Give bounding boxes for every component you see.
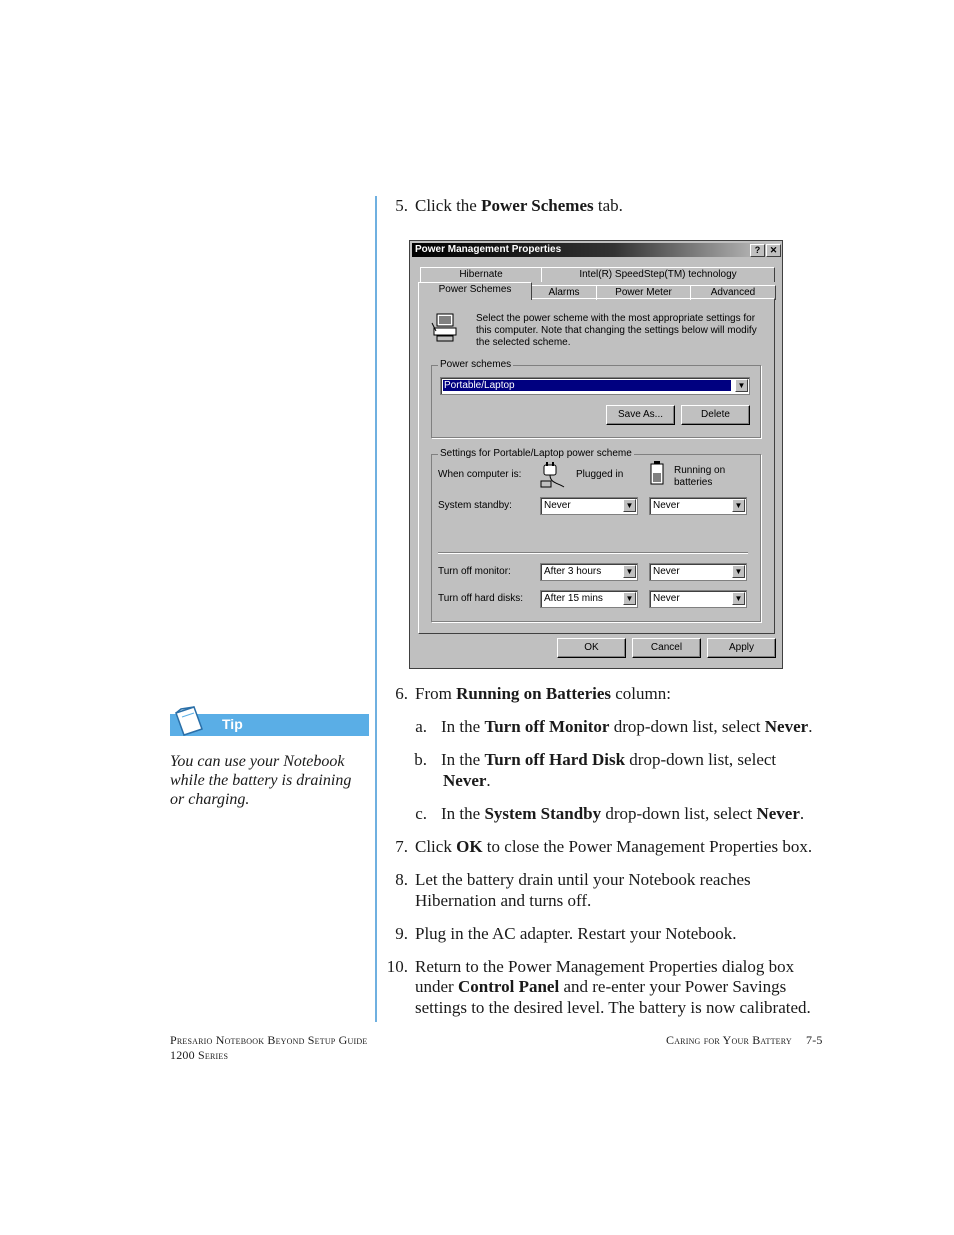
footer-left-title: Presario Notebook Beyond Setup Guide — [170, 1033, 368, 1047]
tab-speedstep[interactable]: Intel(R) SpeedStep(TM) technology — [541, 267, 775, 282]
turn-off-hard-disks-label: Turn off hard disks: — [438, 593, 524, 604]
chevron-down-icon[interactable]: ▼ — [732, 592, 745, 605]
settings-group-label: Settings for Portable/Laptop power scheme — [440, 448, 632, 459]
disks-battery-select[interactable]: Never ▼ — [649, 590, 747, 608]
power-schemes-group — [431, 359, 761, 438]
scheme-selected-value: Portable/Laptop — [443, 380, 731, 391]
footer-left-series: 1200 Series — [170, 1048, 229, 1062]
when-computer-label: When computer is: — [438, 469, 522, 480]
monitor-plugged-select[interactable]: After 3 hours ▼ — [540, 563, 638, 581]
turn-off-monitor-label: Turn off monitor: — [438, 566, 511, 577]
chevron-down-icon[interactable]: ▼ — [623, 592, 636, 605]
tab-power-meter[interactable]: Power Meter — [596, 285, 691, 300]
power-management-dialog — [409, 240, 783, 669]
chevron-down-icon[interactable]: ▼ — [623, 565, 636, 578]
plug-icon — [538, 461, 566, 489]
on-batteries-header: Running on batteries — [674, 465, 726, 488]
standby-battery-select[interactable]: Never ▼ — [649, 497, 747, 515]
tab-advanced[interactable]: Advanced — [690, 285, 776, 300]
disks-plugged-select[interactable]: After 15 mins ▼ — [540, 590, 638, 608]
chevron-down-icon[interactable]: ▼ — [732, 565, 745, 578]
intro-text: Select the power scheme with the most appropriate settings for this computer. Note that changing the settings below will modify the selected scheme. — [476, 313, 757, 348]
plugged-in-header: Plugged in — [576, 469, 624, 480]
chevron-down-icon[interactable]: ▼ — [735, 379, 748, 392]
save-as-button[interactable]: Save As... — [606, 405, 675, 425]
apply-button[interactable]: Apply — [707, 638, 776, 658]
battery-icon — [650, 461, 664, 485]
page-number: 7-5 — [806, 1033, 823, 1047]
chevron-down-icon[interactable]: ▼ — [623, 499, 636, 512]
tip-text: You can use your Notebook while the battery is draining or charging. — [170, 753, 352, 808]
scheme-select[interactable] — [440, 377, 750, 395]
footer-chapter: Caring for Your Battery — [666, 1033, 792, 1047]
delete-button[interactable]: Delete — [681, 405, 750, 425]
chevron-down-icon[interactable]: ▼ — [732, 499, 745, 512]
dialog-titlebar — [412, 243, 780, 257]
ok-button[interactable]: OK — [557, 638, 626, 658]
tip-label: Tip — [222, 716, 243, 732]
settings-divider — [438, 552, 748, 554]
tab-alarms[interactable]: Alarms — [531, 285, 597, 300]
help-button[interactable]: ? — [750, 244, 765, 257]
system-standby-label: System standby: — [438, 500, 512, 511]
power-schemes-panel — [418, 298, 775, 634]
power-schemes-label: Power schemes — [440, 359, 512, 370]
standby-plugged-select[interactable]: Never ▼ — [540, 497, 638, 515]
monitor-battery-select[interactable]: Never ▼ — [649, 563, 747, 581]
cancel-button[interactable]: Cancel — [632, 638, 701, 658]
margin-rule — [375, 196, 377, 1022]
dialog-title: Power Management Properties — [415, 244, 562, 255]
close-button[interactable]: ✕ — [766, 244, 781, 257]
note-icon — [172, 703, 206, 739]
computer-icon — [431, 313, 459, 343]
tab-hibernate[interactable]: Hibernate — [420, 267, 542, 282]
tab-power-schemes[interactable]: Power Schemes — [418, 282, 532, 300]
scheme-settings-group — [431, 448, 761, 622]
